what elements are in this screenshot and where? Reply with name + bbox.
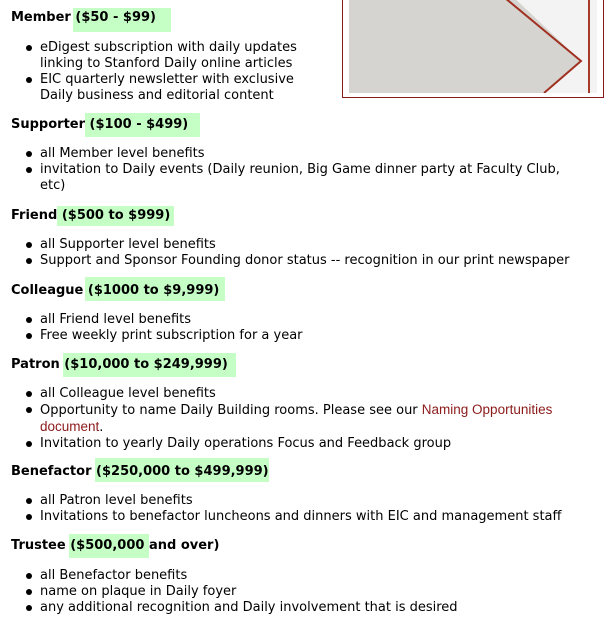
- benefit-list-patron: [40, 386, 592, 452]
- list-item: name on plaque in Daily foyer: [40, 584, 592, 600]
- benefit-list-benefactor: [40, 493, 592, 525]
- list-item: any additional recognition and Daily involvement that is desired: [40, 600, 592, 616]
- tier-patron: [11, 357, 228, 373]
- tier-supporter: [11, 117, 188, 133]
- tier-name: Benefactor: [11, 464, 92, 479]
- list-item: all Supporter level benefits: [40, 237, 592, 253]
- tier-name: Supporter: [11, 117, 86, 132]
- tier-friend: [11, 208, 170, 224]
- benefit-list-supporter: [40, 146, 592, 194]
- benefit-list-colleague: [40, 312, 592, 344]
- tier-heading: [11, 283, 219, 299]
- tier-range: ($500 to $999): [61, 208, 171, 223]
- benefit-list-friend: [40, 237, 592, 269]
- tier-range: ($50 - $99): [75, 10, 156, 25]
- benefit-list-member: [40, 40, 592, 104]
- tier-member: [11, 10, 156, 26]
- list-item: all Patron level benefits: [40, 493, 592, 509]
- list-item: all Member level benefits: [40, 146, 592, 162]
- list-item: all Colleague level benefits: [40, 386, 592, 402]
- list-item: Invitation to yearly Daily operations Focus and Feedback group: [40, 436, 592, 452]
- tier-heading: [11, 357, 228, 373]
- list-item-text: Opportunity to name Daily Building rooms. Please see our: [40, 403, 422, 418]
- tier-range-suffix: and over): [144, 538, 220, 553]
- list-item: Free weekly print subscription for a year: [40, 328, 592, 344]
- list-item-period: .: [99, 420, 104, 435]
- tier-benefactor: [11, 464, 269, 480]
- tier-range: ($1000 to $9,999): [87, 283, 220, 298]
- list-item: all Benefactor benefits: [40, 568, 592, 584]
- list-item: all Friend level benefits: [40, 312, 592, 328]
- tier-name: Member: [11, 10, 71, 25]
- tier-name: Colleague: [11, 283, 84, 298]
- tier-heading: [11, 208, 170, 224]
- tier-range: ($10,000 to $249,999): [64, 357, 228, 372]
- tier-name: Trustee: [11, 538, 66, 553]
- tier-trustee: [11, 538, 219, 554]
- tier-range: ($100 - $499): [89, 117, 189, 132]
- benefit-list-trustee: [40, 568, 592, 616]
- tier-name: Friend: [11, 208, 58, 223]
- list-item: EIC quarterly newsletter with exclusive Daily business and editorial content: [40, 72, 310, 104]
- list-item: Support and Sponsor Founding donor status -- recognition in our print newspaper: [40, 253, 592, 269]
- tier-name: Patron: [11, 357, 60, 372]
- tier-range: ($250,000 to $499,999): [96, 464, 269, 479]
- naming-opportunities-link[interactable]: Naming Opportunities document: [40, 402, 553, 434]
- tier-colleague: [11, 283, 219, 299]
- list-item: eDigest subscription with daily updates linking to Stanford Daily online articles: [40, 40, 310, 72]
- tier-heading: [11, 464, 269, 480]
- tier-heading: [11, 10, 156, 26]
- list-item: [40, 402, 570, 436]
- tier-heading: [11, 538, 219, 554]
- tier-range: ($500,000: [70, 538, 145, 553]
- tier-heading: [11, 117, 188, 133]
- list-item: Invitations to benefactor luncheons and dinners with EIC and management staff: [40, 509, 592, 525]
- list-item: invitation to Daily events (Daily reunion, Big Game dinner party at Faculty Club, etc): [40, 162, 580, 194]
